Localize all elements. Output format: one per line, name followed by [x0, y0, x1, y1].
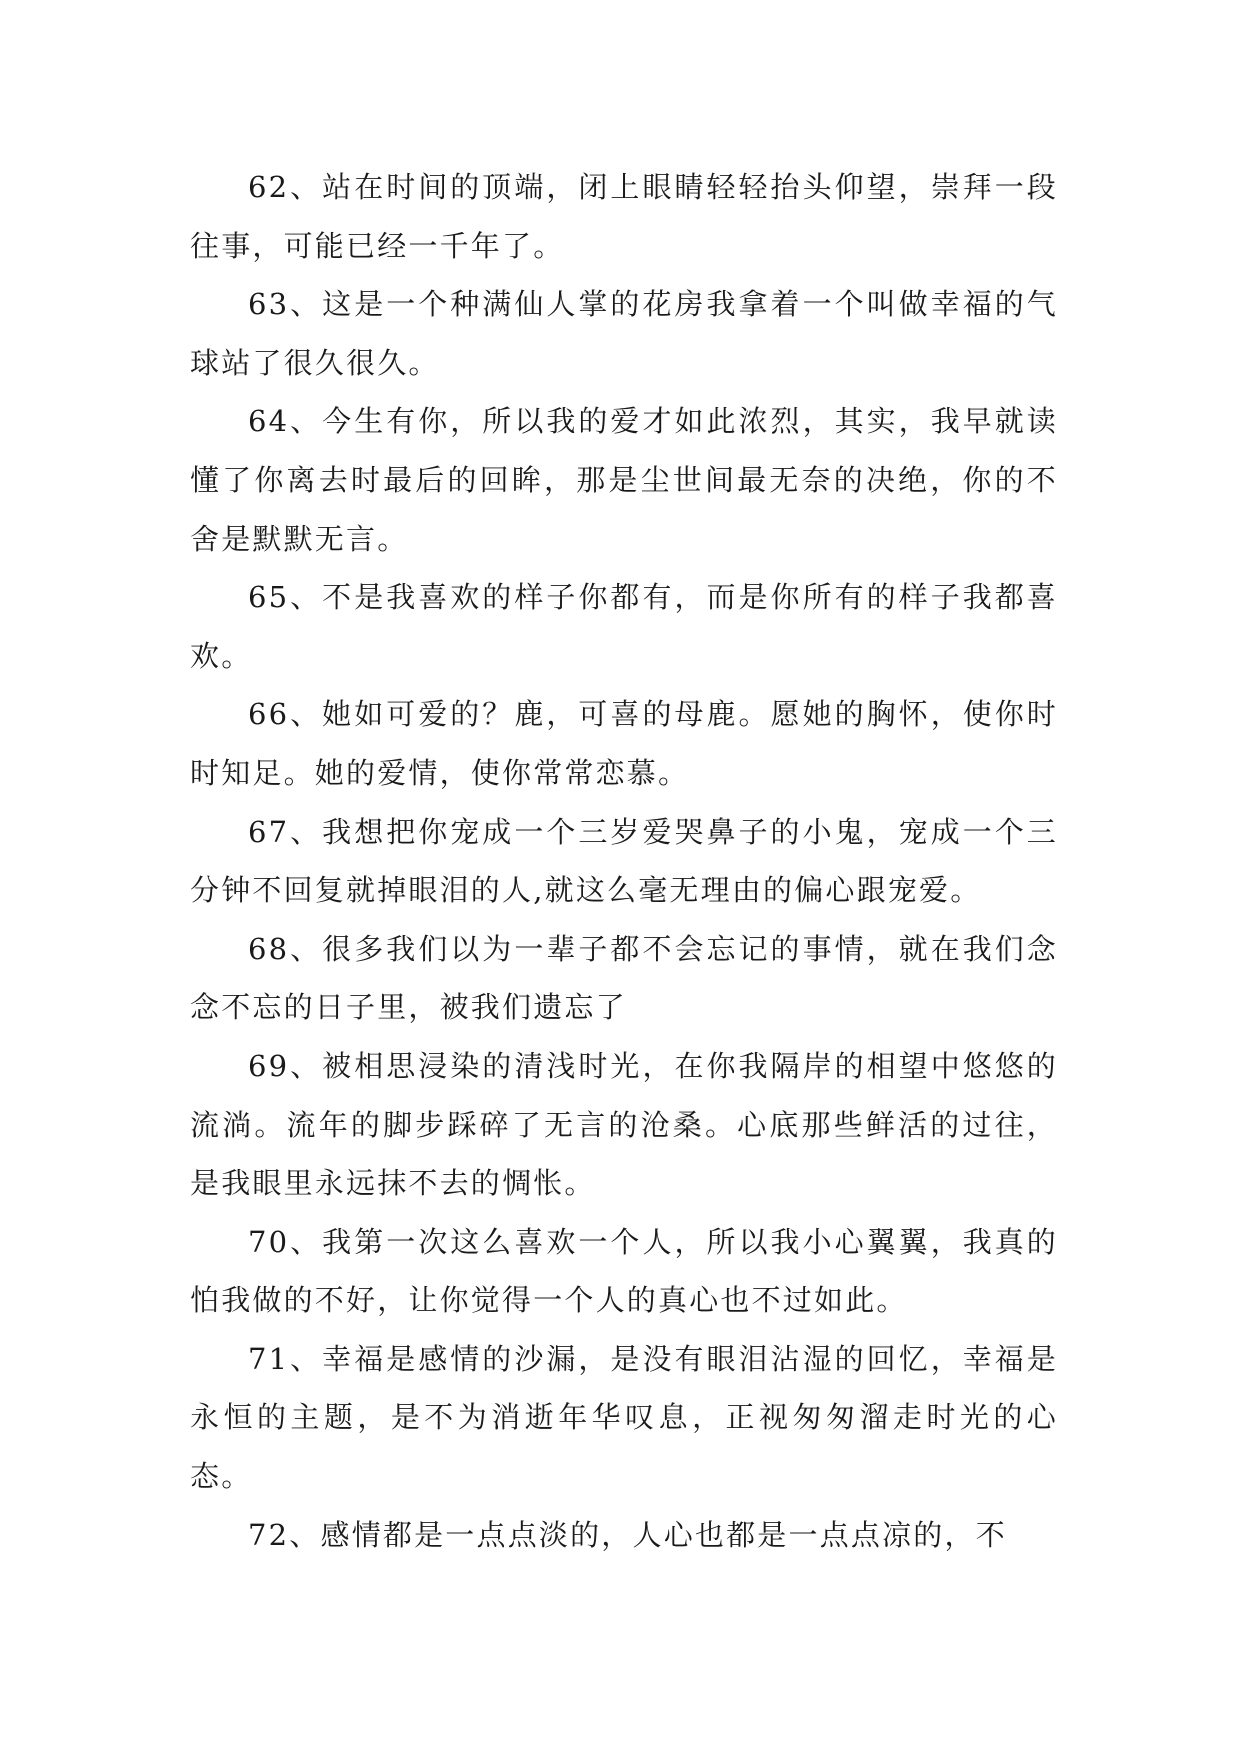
- paragraph-62: 62、站在时间的顶端，闭上眼睛轻轻抬头仰望，崇拜一段往事，可能已经一千年了。: [190, 170, 1058, 263]
- paragraph-64: 64、今生有你，所以我的爱才如此浓烈，其实，我早就读懂了你离去时最后的回眸，那是尘世间最无奈的决绝，你的不舍是默默无言。: [190, 404, 1058, 556]
- paragraph-67: 67、我想把你宠成一个三岁爱哭鼻子的小鬼，宠成一个三分钟不回复就掉眼泪的人,就这么毫无理由的偏心跟宠爱。: [190, 814, 1058, 908]
- paragraph-69: 69、被相思浸染的清浅时光，在你我隔岸的相望中悠悠的流淌。流年的脚步踩碎了无言的沧桑。心底那些鲜活的过往，是我眼里永远抹不去的惆怅。: [190, 1048, 1058, 1201]
- paragraph-66: 66、她如可爱的？鹿，可喜的母鹿。愿她的胸怀，使你时时知足。她的爱情，使你常常恋慕。: [190, 697, 1058, 790]
- paragraph-65: 65、不是我喜欢的样子你都有，而是你所有的样子我都喜欢。: [190, 580, 1058, 673]
- paragraph-72: 72、感情都是一点点淡的，人心也都是一点点凉的，不: [248, 1517, 1007, 1552]
- paragraph-63: 63、这是一个种满仙人掌的花房我拿着一个叫做幸福的气球站了很久很久。: [190, 287, 1058, 380]
- paragraph-70: 70、我第一次这么喜欢一个人，所以我小心翼翼，我真的怕我做的不好，让你觉得一个人的真心也不过如此。: [190, 1224, 1058, 1318]
- paragraph-68: 68、很多我们以为一辈子都不会忘记的事情，就在我们念念不忘的日子里，被我们遗忘了: [190, 931, 1058, 1025]
- document-body: [190, 158, 1058, 1564]
- paragraph-71: 71、幸福是感情的沙漏，是没有眼泪沾湿的回忆，幸福是永恒的主题，是不为消逝年华叹息，正视匆匆溜走时光的心态。: [190, 1341, 1058, 1494]
